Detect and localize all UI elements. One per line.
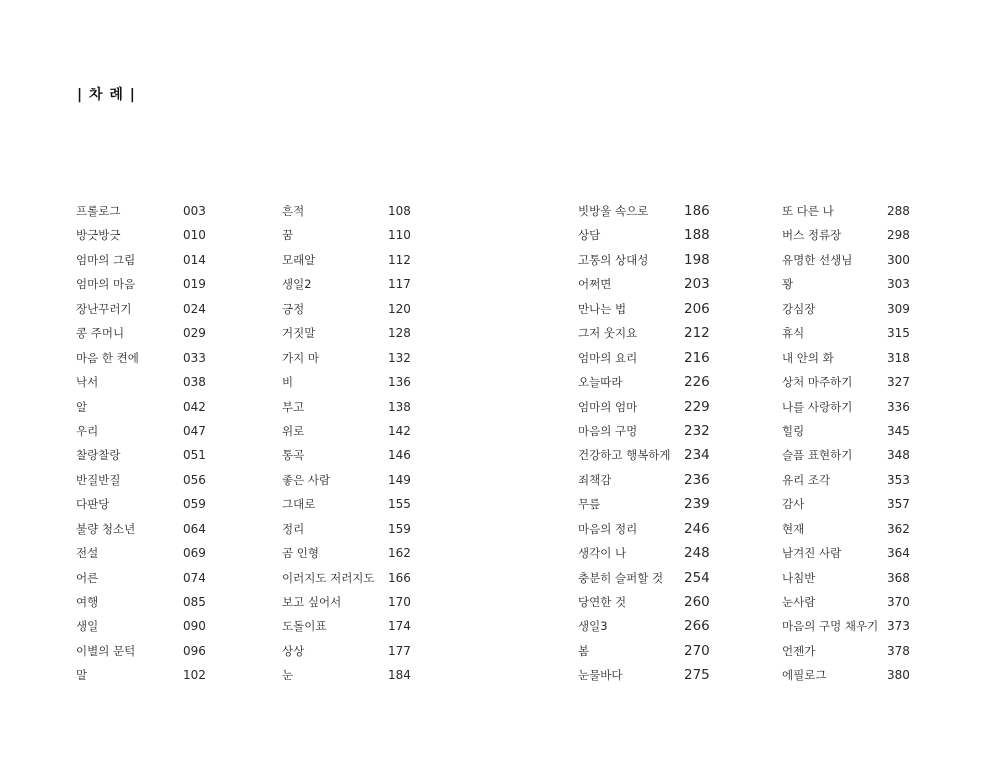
toc-entry-page-number: 380 (887, 668, 910, 683)
toc-entry-title: 건강하고 행복하게 (578, 448, 671, 463)
toc-entry-title: 방긋방긋 (76, 228, 121, 243)
toc-entry-title: 여행 (76, 595, 99, 609)
toc-entry-page-number: 159 (388, 521, 411, 536)
toc-entry-page-number: 198 (684, 251, 710, 268)
toc-entry-page-number: 117 (388, 277, 411, 292)
toc-entry-page-number: 229 (684, 398, 710, 415)
toc-entry-page-number: 348 (887, 448, 910, 463)
toc-entry-title: 생일 (76, 619, 99, 634)
toc-entry-page-number: 362 (887, 521, 910, 536)
toc-heading: | 차 례 | (77, 87, 136, 103)
toc-entry-title: 슬픔 표현하기 (782, 448, 853, 463)
toc-entry-title: 만나는 법 (578, 301, 627, 316)
toc-entry-page-number: 128 (388, 326, 411, 341)
toc-entry-title: 마음의 정리 (578, 521, 638, 536)
toc-entry-page-number: 155 (388, 497, 411, 512)
toc-entry-title: 도돌이표 (282, 619, 327, 634)
toc-entry-page-number: 303 (887, 277, 910, 292)
toc-entry-page-number: 373 (887, 619, 910, 634)
toc-entry-title: 비 (282, 375, 294, 390)
toc-entry-page-number: 029 (183, 326, 206, 341)
toc-entry-page-number: 234 (684, 447, 710, 464)
toc-entry-page-number: 266 (684, 618, 710, 635)
toc-entry-page-number: 042 (183, 399, 206, 414)
toc-entry-title: 어른 (76, 570, 99, 585)
toc-entry-page-number: 288 (887, 204, 910, 218)
toc-entry-page-number: 051 (183, 448, 206, 463)
toc-entry-page-number: 108 (388, 204, 411, 218)
toc-entry-title: 상처 마주하기 (782, 375, 853, 390)
toc-entry-title: 마음 한 켠에 (76, 350, 139, 365)
toc-entry-title: 찰랑찰랑 (76, 448, 121, 463)
toc-entry-title: 또 다른 나 (782, 204, 834, 218)
toc-entry-title: 남겨진 사람 (782, 546, 842, 561)
toc-entry-page-number: 177 (388, 643, 411, 658)
toc-entry-page-number: 102 (183, 668, 206, 683)
toc-entry-page-number: 226 (684, 374, 710, 391)
toc-entry-page-number: 174 (388, 619, 411, 634)
toc-entry-page-number: 019 (183, 277, 206, 292)
toc-entry-title: 눈 (282, 668, 294, 683)
toc-entry-title: 우리 (76, 423, 99, 438)
toc-entry-title: 그대로 (282, 497, 316, 512)
toc-entry-page-number: 216 (684, 349, 710, 366)
toc-entry-title: 흔적 (282, 204, 305, 218)
toc-entry-title: 콩 주머니 (76, 326, 125, 341)
toc-entry-page-number: 370 (887, 595, 910, 609)
toc-entry-title: 버스 정류장 (782, 228, 842, 243)
toc-entry-title: 현재 (782, 521, 805, 536)
toc-entry-title: 오늘따라 (578, 375, 623, 390)
toc-entry-title: 엄마의 요리 (578, 350, 638, 365)
toc-entry-title: 낙서 (76, 375, 99, 390)
toc-entry-page-number: 110 (388, 228, 411, 243)
toc-entry-page-number: 270 (684, 642, 710, 659)
toc-entry-page-number: 378 (887, 643, 910, 658)
toc-entry-page-number: 315 (887, 326, 910, 341)
toc-entry-title: 부고 (282, 399, 305, 414)
toc-entry-title: 보고 싶어서 (282, 595, 342, 609)
toc-entry-page-number: 184 (388, 668, 411, 683)
toc-entry-page-number: 069 (183, 546, 206, 561)
toc-entry-page-number: 318 (887, 350, 910, 365)
toc-entry-title: 생일2 (282, 277, 312, 292)
toc-entry-title: 위로 (282, 423, 305, 438)
toc-entry-page-number: 003 (183, 204, 206, 218)
toc-entry-title: 거짓말 (282, 326, 316, 341)
toc-entry-page-number: 336 (887, 399, 910, 414)
toc-entry-page-number: 149 (388, 472, 411, 487)
toc-entry-page-number: 146 (388, 448, 411, 463)
toc-entry-title: 생각이 나 (578, 546, 627, 561)
toc-entry-title: 언젠가 (782, 643, 816, 658)
toc-entry-page-number: 327 (887, 375, 910, 390)
toc-entry-page-number: 212 (684, 325, 710, 342)
toc-entry-title: 전설 (76, 546, 99, 561)
toc-entry-title: 무릎 (578, 497, 601, 512)
toc-entry-title: 상상 (282, 643, 305, 658)
toc-entry-title: 불량 청소년 (76, 521, 136, 536)
toc-entry-title: 곰 인형 (282, 546, 319, 561)
toc-entry-title: 마음의 구멍 채우기 (782, 619, 879, 634)
toc-entry-title: 다판당 (76, 497, 110, 512)
toc-entry-page-number: 142 (388, 423, 411, 438)
toc-entry-title: 봄 (578, 643, 590, 658)
toc-entry-title: 말 (76, 668, 88, 683)
toc-entry-title: 상담 (578, 228, 601, 243)
toc-entry-page-number: 309 (887, 301, 910, 316)
toc-entry-title: 이별의 문턱 (76, 643, 136, 658)
toc-entry-title: 엄마의 엄마 (578, 399, 638, 414)
toc-entry-title: 내 안의 화 (782, 350, 834, 365)
toc-entry-page-number: 166 (388, 570, 411, 585)
toc-entry-title: 프롤로그 (76, 204, 121, 218)
toc-entry-title: 당연한 것 (578, 595, 627, 609)
toc-entry-title: 그저 웃지요 (578, 326, 638, 341)
toc-entry-page-number: 064 (183, 521, 206, 536)
toc-entry-title: 빗방울 속으로 (578, 204, 649, 218)
toc-entry-title: 좋은 사람 (282, 472, 331, 487)
toc-entry-page-number: 300 (887, 252, 910, 267)
toc-entry-page-number: 170 (388, 595, 411, 609)
toc-entry-title: 나침반 (782, 570, 816, 585)
toc-entry-page-number: 056 (183, 472, 206, 487)
toc-entry-page-number: 353 (887, 472, 910, 487)
toc-entry-page-number: 203 (684, 276, 710, 293)
toc-entry-page-number: 162 (388, 546, 411, 561)
toc-entry-title: 장난꾸러기 (76, 301, 132, 316)
toc-entry-title: 유명한 선생님 (782, 252, 853, 267)
toc-entry-title: 휴식 (782, 326, 805, 341)
toc-entry-title: 통곡 (282, 448, 305, 463)
toc-entry-page-number: 186 (684, 203, 710, 219)
toc-entry-page-number: 298 (887, 228, 910, 243)
toc-entry-title: 어쩌면 (578, 277, 612, 292)
toc-entry-title: 이러지도 저러지도 (282, 570, 375, 585)
toc-entry-title: 강심장 (782, 301, 816, 316)
toc-entry-title: 모래알 (282, 252, 316, 267)
toc-entry-page-number: 074 (183, 570, 206, 585)
toc-entry-title: 유리 조각 (782, 472, 831, 487)
toc-entry-title: 마음의 구멍 (578, 423, 638, 438)
toc-entry-title: 긍정 (282, 301, 305, 316)
toc-entry-page-number: 239 (684, 496, 710, 513)
toc-entry-title: 정리 (282, 521, 305, 536)
toc-entry-title: 고통의 상대성 (578, 252, 649, 267)
toc-entry-title: 감사 (782, 497, 805, 512)
toc-entry-title: 엄마의 마음 (76, 277, 136, 292)
toc-entry-page-number: 357 (887, 497, 910, 512)
toc-entry-page-number: 364 (887, 546, 910, 561)
toc-entry-page-number: 345 (887, 423, 910, 438)
toc-entry-page-number: 246 (684, 520, 710, 537)
toc-entry-page-number: 236 (684, 471, 710, 488)
toc-entry-title: 죄책감 (578, 472, 612, 487)
toc-entry-page-number: 260 (684, 594, 710, 610)
toc-entry-page-number: 014 (183, 252, 206, 267)
toc-entry-page-number: 024 (183, 301, 206, 316)
toc-entry-page-number: 096 (183, 643, 206, 658)
toc-entry-page-number: 120 (388, 301, 411, 316)
toc-entry-page-number: 232 (684, 422, 710, 439)
toc-entry-title: 꽝 (782, 277, 794, 292)
toc-entry-page-number: 368 (887, 570, 910, 585)
toc-entry-page-number: 090 (183, 619, 206, 634)
toc-entry-title: 반질반질 (76, 472, 121, 487)
toc-entry-page-number: 206 (684, 300, 710, 317)
toc-entry-title: 나를 사랑하기 (782, 399, 853, 414)
toc-entry-title: 엄마의 그림 (76, 252, 136, 267)
toc-entry-page-number: 112 (388, 252, 411, 267)
toc-entry-page-number: 132 (388, 350, 411, 365)
toc-entry-page-number: 248 (684, 545, 710, 562)
toc-entry-page-number: 275 (684, 667, 710, 684)
toc-entry-title: 눈사람 (782, 595, 816, 609)
toc-entry-title: 가지 마 (282, 350, 319, 365)
toc-entry-title: 알 (76, 399, 88, 414)
toc-entry-page-number: 085 (183, 595, 206, 609)
toc-entry-page-number: 010 (183, 228, 206, 243)
toc-entry-page-number: 038 (183, 375, 206, 390)
toc-entry-page-number: 136 (388, 375, 411, 390)
toc-entry-page-number: 047 (183, 423, 206, 438)
toc-entry-title: 꿈 (282, 228, 294, 243)
toc-entry-page-number: 033 (183, 350, 206, 365)
toc-entry-title: 에필로그 (782, 668, 827, 683)
toc-entry-title: 힐링 (782, 423, 805, 438)
toc-entry-title: 충분히 슬퍼할 것 (578, 570, 664, 585)
toc-entry-title: 눈물바다 (578, 668, 623, 683)
toc-entry-page-number: 188 (684, 227, 710, 244)
toc-entry-page-number: 254 (684, 569, 710, 586)
toc-entry-page-number: 138 (388, 399, 411, 414)
toc-entry-page-number: 059 (183, 497, 206, 512)
toc-entry-title: 생일3 (578, 619, 608, 634)
